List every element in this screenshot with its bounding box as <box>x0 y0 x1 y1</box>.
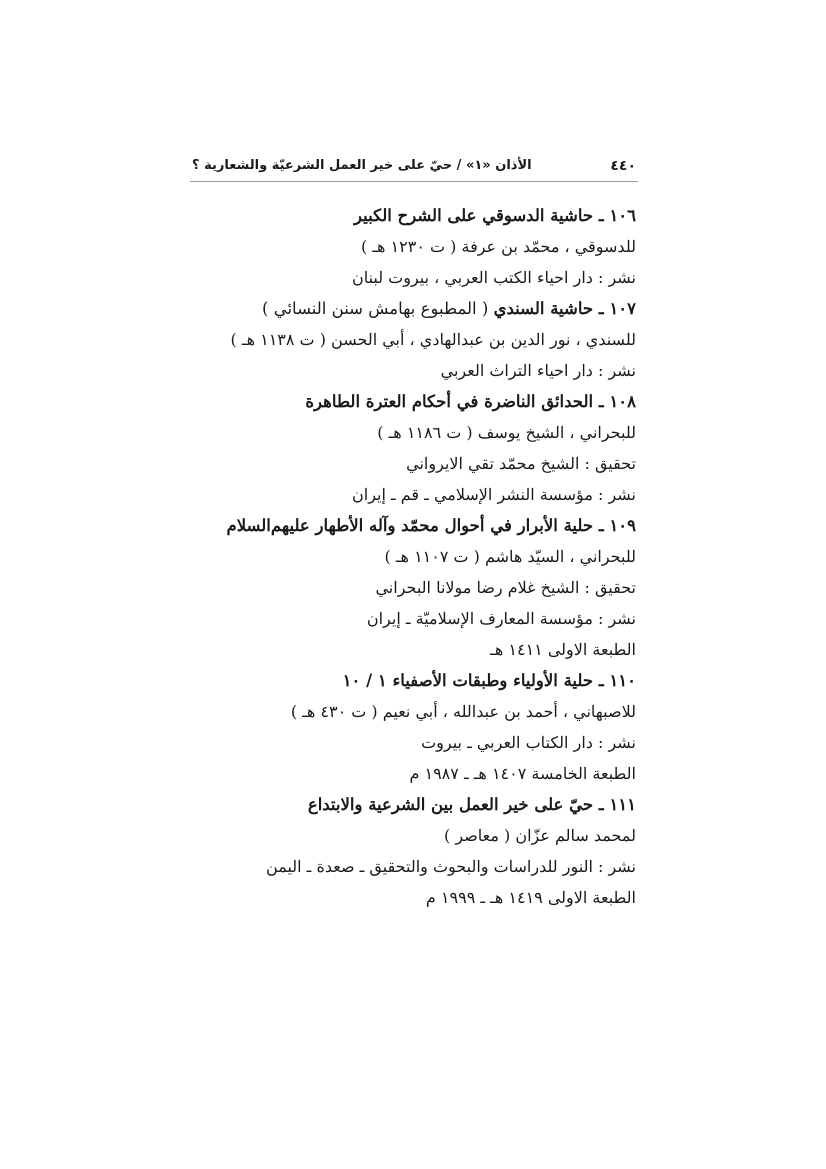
entry-title: ١٠٧ ـ حاشية السندي ( المطبوع بهامش سنن النسائي ) <box>262 299 636 318</box>
entry-editor: تحقيق : الشيخ محمّد تقي الايرواني <box>406 454 636 473</box>
entry-author: للاصبهاني ، أحمد بن عبدالله ، أبي نعيم ( ت ٤٣٠ هـ ) <box>290 702 636 721</box>
entry-title: ١٠٨ ـ الحدائق الناضرة في أحكام العترة الطاهرة <box>305 392 636 411</box>
entry-edition: الطبعة الاولى ١٤١١ هـ <box>490 640 636 659</box>
entry-publisher: نشر : دار احياء التراث العربي <box>440 361 636 380</box>
entry-author: لمحمد سالم عزّان ( معاصر ) <box>444 826 636 845</box>
entry-editor: تحقيق : الشيخ غلام رضا مولانا البحراني <box>375 578 636 597</box>
page-header <box>192 158 636 180</box>
entry-publisher: نشر : مؤسسة النشر الإسلامي ـ قم ـ إيران <box>352 485 636 504</box>
entry-author: للسندي ، نور الدين بن عبدالهادي ، أبي الحسن ( ت ١١٣٨ هـ ) <box>230 330 636 349</box>
bibliography-list <box>186 200 636 913</box>
entry-title: ١١٠ ـ حلية الأولياء وطبقات الأصفياء ١ / ١٠ <box>342 671 636 690</box>
entry-publisher: نشر : دار الكتاب العربي ـ بيروت <box>421 733 636 752</box>
bibliography-entry <box>186 789 636 913</box>
entry-publisher: نشر : مؤسسة المعارف الإسلاميّة ـ إيران <box>366 609 636 628</box>
bibliography-entry <box>186 510 636 665</box>
bibliography-entry <box>186 386 636 510</box>
entry-publisher: نشر : النور للدراسات والبحوث والتحقيق ـ صعدة ـ اليمن <box>266 857 636 876</box>
bibliography-entry <box>186 293 636 386</box>
entry-title: ١١١ ـ حيّ على خير العمل بين الشرعية والابتداع <box>307 795 636 814</box>
entry-author: للدسوقي ، محمّد بن عرفة ( ت ١٢٣٠ هـ ) <box>361 237 636 256</box>
page-number: ٤٤٠ <box>610 158 636 174</box>
running-title: الأذان «١» / حيّ على خير العمل الشرعيّة والشعارية ؟ <box>192 158 532 173</box>
entry-edition: الطبعة الاولى ١٤١٩ هـ ـ ١٩٩٩ م <box>425 888 636 907</box>
entry-title: ١٠٦ ـ حاشية الدسوقي على الشرح الكبير <box>354 206 636 225</box>
bibliography-entry <box>186 665 636 789</box>
entry-edition: الطبعة الخامسة ١٤٠٧ هـ ـ ١٩٨٧ م <box>409 764 636 783</box>
entry-author: للبحراني ، الشيخ يوسف ( ت ١١٨٦ هـ ) <box>377 423 636 442</box>
entry-publisher: نشر : دار احياء الكتب العربي ، بيروت لبنان <box>351 268 636 287</box>
entry-author: للبحراني ، السيّد هاشم ( ت ١١٠٧ هـ ) <box>384 547 636 566</box>
bibliography-entry <box>186 200 636 293</box>
entry-title: ١٠٩ ـ حلية الأبرار في أحوال محمّد وآله الأطهار عليهم‌السلام <box>226 516 636 535</box>
header-divider <box>190 181 638 182</box>
